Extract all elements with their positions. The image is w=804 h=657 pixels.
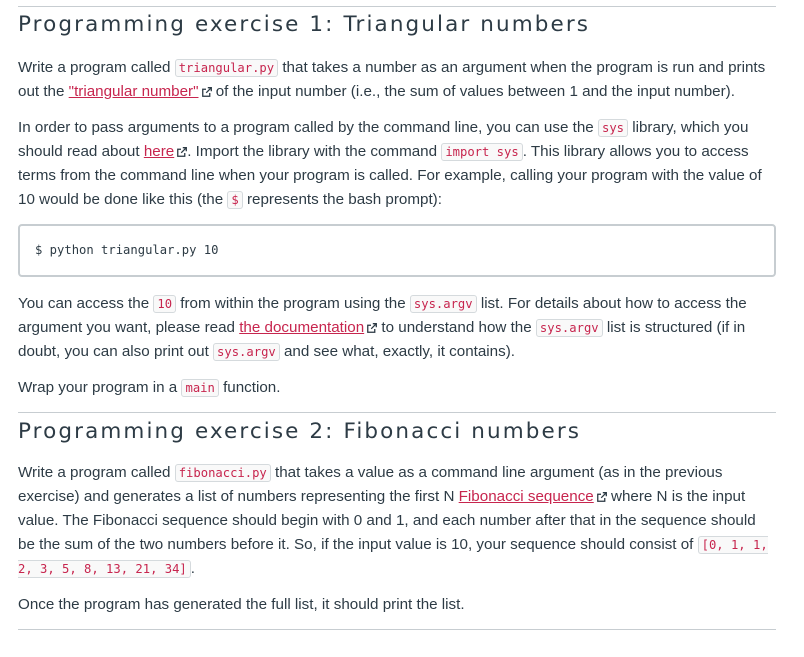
inline-code: triangular.py bbox=[175, 59, 278, 77]
text-run: Write a program called bbox=[18, 464, 175, 481]
inline-code: sys.argv bbox=[410, 295, 477, 313]
text-run: list. For details about how to access the argument you want, please read bbox=[18, 294, 747, 336]
inline-code: 10 bbox=[153, 295, 176, 313]
text-run: In order to pass arguments to a program called by the command line, you can use the bbox=[18, 118, 598, 136]
text-run: and see what, exactly, it contains). bbox=[279, 342, 515, 360]
documentation-link[interactable]: the documentation bbox=[239, 318, 365, 336]
inline-code: $ bbox=[227, 191, 242, 209]
bottom-divider bbox=[18, 629, 776, 630]
external-link-icon bbox=[597, 492, 607, 502]
inline-code: fibonacci.py bbox=[175, 464, 271, 482]
exercise-2-heading: Programming exercise 2: Fibonacci numbers bbox=[18, 418, 582, 444]
text-run: represents the bash prompt): bbox=[242, 190, 442, 208]
text-run: Once the program has generated the full list, it should print the list. bbox=[18, 596, 465, 613]
text-run: Wrap your program in a bbox=[18, 378, 182, 396]
inline-code: sys.argv bbox=[213, 343, 280, 361]
text-run: . Import the library with the command bbox=[187, 142, 442, 160]
inline-code: [0, 1, 1, 2, 3, 5, 8, 13, 21, 34] bbox=[18, 538, 768, 576]
text-run: Write a program called bbox=[18, 58, 175, 76]
inline-code: import sys bbox=[441, 143, 522, 161]
text-run: list is structured (if in doubt, you can also print out bbox=[18, 318, 746, 360]
command-text: python triangular.py 10 bbox=[42, 242, 219, 257]
bash-prompt: $ bbox=[35, 242, 43, 257]
text-run: that takes a value as a command line argument (as in the previous exercise) and generates a list of numbers representing the first N bbox=[18, 464, 723, 505]
ex2-paragraph-2 bbox=[18, 593, 776, 617]
ex1-paragraph-2 bbox=[18, 116, 776, 212]
inline-code: main bbox=[181, 379, 218, 397]
sys-docs-link[interactable]: here bbox=[143, 142, 175, 160]
external-link-icon bbox=[367, 323, 377, 333]
ex1-paragraph-1 bbox=[18, 56, 776, 104]
text-run: of the input number (i.e., the sum of values between 1 and the input number). bbox=[211, 82, 735, 100]
inline-code: sys.argv bbox=[536, 319, 603, 337]
ex2-paragraph-1 bbox=[18, 461, 776, 581]
exercise-1-heading: Programming exercise 1: Triangular numbers bbox=[18, 12, 591, 37]
text-run: library, which you should read about bbox=[18, 118, 749, 160]
text-run: . bbox=[190, 560, 195, 577]
text-run: that takes a number as an argument when the program is run and prints out the bbox=[18, 58, 766, 100]
external-link-icon bbox=[177, 147, 187, 157]
text-run: You can access the bbox=[18, 294, 154, 312]
text-run: where N is the input value. The Fibonacci sequence should begin with 0 and 1, and each number after that in the sequence should be the sum of the two numbers before it. So, if the input value is 10, your sequence should consist of bbox=[18, 488, 756, 553]
ex1-paragraph-4 bbox=[18, 376, 776, 400]
inline-code: sys bbox=[598, 119, 628, 137]
page-content bbox=[0, 6, 804, 630]
text-run: from within the program using the bbox=[176, 294, 410, 312]
ex1-paragraph-3 bbox=[18, 292, 776, 364]
fibonacci-sequence-link[interactable]: Fibonacci sequence bbox=[458, 488, 594, 505]
external-link-icon bbox=[202, 87, 212, 97]
text-run: . This library allows you to access terms from the command line when your program is called. For example, calling your program with the value of 10 would be done like this (the bbox=[18, 142, 762, 208]
triangular-number-link[interactable]: "triangular number" bbox=[68, 82, 199, 100]
command-code-block bbox=[18, 224, 776, 277]
text-run: function. bbox=[218, 378, 281, 396]
text-run: to understand how the bbox=[377, 318, 536, 336]
